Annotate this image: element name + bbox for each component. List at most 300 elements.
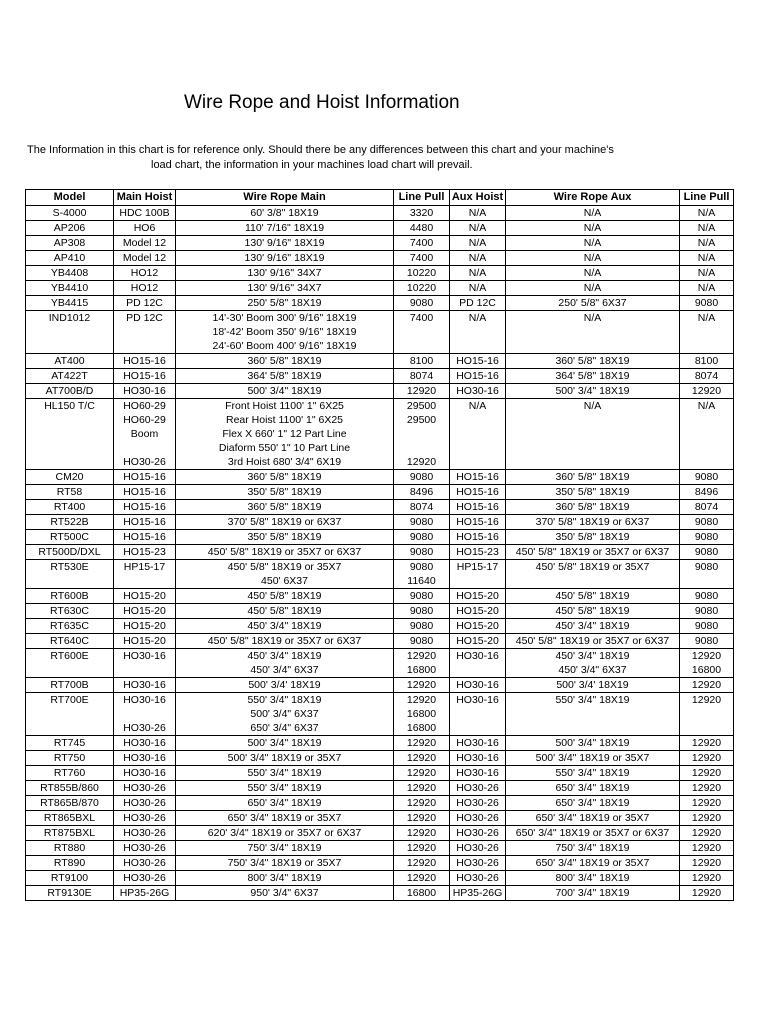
table-row <box>26 311 734 354</box>
cell-line: HO30-26 <box>456 872 499 884</box>
cell-wire-rope-main <box>176 678 394 693</box>
cell-line: 500' 3/4' 18X19 <box>248 679 321 691</box>
cell-line: 18'-42' Boom 350' 9/16" 18X19 <box>212 326 357 338</box>
cell-wire-rope-main <box>176 236 394 251</box>
cell-line: 360' 5/8" 18X19 <box>247 501 322 513</box>
cell-line: AP410 <box>53 252 86 264</box>
cell-wire-rope-main <box>176 560 394 589</box>
cell-line: N/A <box>697 252 716 264</box>
cell-line: N/A <box>697 312 716 324</box>
cell-wire-rope-aux <box>506 311 680 354</box>
cell-wire-rope-aux <box>506 796 680 811</box>
cell-line-pull-aux <box>680 266 734 281</box>
cell-model <box>26 545 114 560</box>
header-wire-rope-aux: Wire Rope Aux <box>506 190 680 206</box>
cell-line: 500' 3/4" 18X19 <box>555 737 630 749</box>
cell-line: HO15-16 <box>123 471 166 483</box>
cell-wire-rope-aux <box>506 281 680 296</box>
cell-line: 7400 <box>409 252 434 264</box>
cell-wire-rope-main <box>176 886 394 901</box>
cell-aux-hoist <box>450 354 506 369</box>
cell-main-hoist <box>114 841 176 856</box>
cell-line: N/A <box>697 400 716 412</box>
cell-wire-rope-main <box>176 589 394 604</box>
cell-wire-rope-main <box>176 649 394 678</box>
cell-line: 12920 <box>691 767 722 779</box>
cell-line: 8074 <box>694 501 719 513</box>
cell-line: RT745 <box>53 737 86 749</box>
cell-model <box>26 619 114 634</box>
cell-line: 450' 3/4" 18X19 <box>247 650 322 662</box>
cell-wire-rope-aux <box>506 871 680 886</box>
cell-line: 450' 5/8" 18X19 <box>555 590 630 602</box>
cell-line-pull-aux <box>680 751 734 766</box>
cell-line: 360' 5/8" 18X19 <box>555 471 630 483</box>
cell-wire-rope-main <box>176 693 394 736</box>
cell-line-pull-aux <box>680 826 734 841</box>
cell-line: 3320 <box>409 207 434 219</box>
cell-aux-hoist <box>450 826 506 841</box>
cell-line-pull-main <box>394 649 450 678</box>
cell-wire-rope-aux <box>506 470 680 485</box>
cell-line: RT500C <box>50 531 89 543</box>
table-row <box>26 399 734 470</box>
cell-line-pull-aux <box>680 485 734 500</box>
cell-aux-hoist <box>450 251 506 266</box>
cell-wire-rope-main <box>176 751 394 766</box>
cell-aux-hoist <box>450 485 506 500</box>
cell-line-pull-aux <box>680 296 734 311</box>
cell-line-pull-aux <box>680 251 734 266</box>
cell-wire-rope-aux <box>506 856 680 871</box>
cell-line: HO30-26 <box>123 722 166 734</box>
cell-aux-hoist <box>450 206 506 221</box>
cell-line: 700' 3/4" 18X19 <box>555 887 630 899</box>
cell-model <box>26 886 114 901</box>
cell-line: 9080 <box>694 546 719 558</box>
cell-line: 250' 5/8" 6X37 <box>558 297 627 309</box>
cell-line-pull-main <box>394 515 450 530</box>
table-row <box>26 384 734 399</box>
cell-line: 12920 <box>406 737 437 749</box>
cell-line: HO30-16 <box>123 385 166 397</box>
cell-line: 12920 <box>406 752 437 764</box>
cell-line-pull-main <box>394 841 450 856</box>
cell-line: 650' 3/4" 18X19 <box>555 797 630 809</box>
cell-aux-hoist <box>450 221 506 236</box>
cell-line-pull-aux <box>680 693 734 736</box>
cell-line: S-4000 <box>52 207 87 219</box>
cell-line: 7400 <box>409 312 434 324</box>
page-title: Wire Rope and Hoist Information <box>184 92 460 113</box>
cell-main-hoist <box>114 485 176 500</box>
table-row <box>26 841 734 856</box>
cell-main-hoist <box>114 530 176 545</box>
cell-wire-rope-main <box>176 311 394 354</box>
cell-line: HO30-16 <box>456 752 499 764</box>
cell-line: HO30-26 <box>123 456 166 468</box>
cell-line-pull-aux <box>680 604 734 619</box>
cell-wire-rope-aux <box>506 500 680 515</box>
cell-line: HO30-26 <box>123 872 166 884</box>
cell-line: N/A <box>583 252 602 264</box>
cell-line: 9080 <box>694 590 719 602</box>
cell-line: 370' 5/8" 18X19 or 6X37 <box>535 516 650 528</box>
cell-wire-rope-aux <box>506 530 680 545</box>
cell-line: HO15-16 <box>456 355 499 367</box>
cell-line-pull-aux <box>680 221 734 236</box>
cell-aux-hoist <box>450 311 506 354</box>
cell-line-pull-main <box>394 369 450 384</box>
cell-wire-rope-main <box>176 766 394 781</box>
cell-line: HO30-26 <box>123 857 166 869</box>
cell-line-pull-main <box>394 221 450 236</box>
table-row <box>26 545 734 560</box>
cell-line: 12920 <box>691 385 722 397</box>
cell-line: HP15-17 <box>123 561 166 573</box>
cell-wire-rope-aux <box>506 589 680 604</box>
cell-line: 750' 3/4" 18X19 <box>555 842 630 854</box>
cell-aux-hoist <box>450 530 506 545</box>
cell-line: HO30-26 <box>123 797 166 809</box>
cell-line: HO30-26 <box>456 827 499 839</box>
cell-line: 350' 5/8" 18X19 <box>247 531 322 543</box>
cell-aux-hoist <box>450 766 506 781</box>
cell-line: RT880 <box>53 842 86 854</box>
cell-line: 370' 5/8" 18X19 or 6X37 <box>227 516 342 528</box>
cell-wire-rope-main <box>176 796 394 811</box>
cell-wire-rope-aux <box>506 296 680 311</box>
cell-line: 11640 <box>407 575 436 587</box>
cell-line-pull-main <box>394 634 450 649</box>
cell-wire-rope-aux <box>506 751 680 766</box>
cell-line: AT700B/D <box>45 385 94 397</box>
table-row <box>26 560 734 589</box>
cell-line: RT890 <box>53 857 86 869</box>
cell-line: 550' 3/4" 18X19 <box>555 767 630 779</box>
cell-line-pull-aux <box>680 515 734 530</box>
cell-aux-hoist <box>450 796 506 811</box>
cell-line: RT865BXL <box>43 812 96 824</box>
cell-model <box>26 369 114 384</box>
cell-line-pull-main <box>394 206 450 221</box>
cell-line-pull-main <box>394 296 450 311</box>
cell-wire-rope-main <box>176 545 394 560</box>
cell-line: 12920 <box>691 827 722 839</box>
cell-line: 620' 3/4" 18X19 or 35X7 or 6X37 <box>207 827 362 839</box>
cell-line: 9080 <box>409 516 434 528</box>
table-header-row <box>26 190 734 206</box>
cell-line: 450' 3/4" 18X19 <box>247 620 322 632</box>
cell-wire-rope-aux <box>506 354 680 369</box>
cell-line: 500' 3/4' 18X19 <box>556 679 629 691</box>
table-row <box>26 751 734 766</box>
cell-line: 360' 5/8" 18X19 <box>247 471 322 483</box>
cell-aux-hoist <box>450 886 506 901</box>
cell-line: Model 12 <box>122 237 167 249</box>
table-row <box>26 886 734 901</box>
cell-line-pull-aux <box>680 281 734 296</box>
cell-model <box>26 221 114 236</box>
cell-wire-rope-aux <box>506 678 680 693</box>
cell-line: 60' 3/8" 18X19 <box>250 207 319 219</box>
cell-line: RT700B <box>50 679 89 691</box>
cell-wire-rope-main <box>176 354 394 369</box>
cell-line: HL150 T/C <box>44 400 95 412</box>
cell-line-pull-aux <box>680 369 734 384</box>
cell-line: HO30-26 <box>456 857 499 869</box>
cell-aux-hoist <box>450 811 506 826</box>
cell-wire-rope-main <box>176 500 394 515</box>
cell-main-hoist <box>114 206 176 221</box>
cell-line: 12920 <box>406 842 437 854</box>
table-row <box>26 251 734 266</box>
cell-main-hoist <box>114 604 176 619</box>
cell-line: 12920 <box>406 650 437 662</box>
cell-line: RT522B <box>50 516 89 528</box>
cell-line: AT422T <box>51 370 88 382</box>
cell-line-pull-aux <box>680 589 734 604</box>
cell-model <box>26 871 114 886</box>
cell-line-pull-aux <box>680 811 734 826</box>
cell-line: HO15-16 <box>456 370 499 382</box>
cell-wire-rope-main <box>176 841 394 856</box>
cell-line: 12920 <box>406 812 437 824</box>
cell-wire-rope-main <box>176 619 394 634</box>
cell-line: 650' 3/4" 18X19 or 35X7 <box>535 812 650 824</box>
cell-line: HO15-20 <box>456 590 499 602</box>
cell-line-pull-main <box>394 619 450 634</box>
cell-model <box>26 236 114 251</box>
cell-aux-hoist <box>450 856 506 871</box>
cell-main-hoist <box>114 751 176 766</box>
cell-main-hoist <box>114 589 176 604</box>
cell-line-pull-main <box>394 354 450 369</box>
cell-aux-hoist <box>450 296 506 311</box>
cell-line: HO30-26 <box>456 842 499 854</box>
cell-wire-rope-aux <box>506 841 680 856</box>
cell-line: HO15-20 <box>123 590 166 602</box>
cell-line: HO15-16 <box>456 501 499 513</box>
cell-line: 500' 3/4" 18X19 or 35X7 <box>227 752 342 764</box>
cell-line: YB4410 <box>50 282 89 294</box>
cell-line: 550' 3/4" 18X19 <box>247 767 322 779</box>
cell-line: 130' 9/16" 34X7 <box>247 282 322 294</box>
cell-line: 364' 5/8" 18X19 <box>555 370 630 382</box>
cell-wire-rope-main <box>176 266 394 281</box>
cell-model <box>26 678 114 693</box>
cell-wire-rope-aux <box>506 545 680 560</box>
cell-wire-rope-aux <box>506 485 680 500</box>
cell-line: RT9100 <box>50 872 89 884</box>
cell-line-pull-aux <box>680 530 734 545</box>
cell-wire-rope-aux <box>506 369 680 384</box>
cell-line: 9080 <box>694 516 719 528</box>
cell-line-pull-main <box>394 678 450 693</box>
cell-line: 650' 3/4" 18X19 or 35X7 <box>535 857 650 869</box>
cell-wire-rope-main <box>176 251 394 266</box>
cell-line: AP308 <box>53 237 86 249</box>
cell-line: Boom <box>130 428 159 440</box>
cell-line-pull-main <box>394 399 450 470</box>
cell-model <box>26 530 114 545</box>
cell-wire-rope-aux <box>506 236 680 251</box>
table-row <box>26 693 734 736</box>
cell-line-pull-main <box>394 236 450 251</box>
cell-model <box>26 485 114 500</box>
cell-line: 12920 <box>691 650 722 662</box>
table-row <box>26 530 734 545</box>
cell-aux-hoist <box>450 236 506 251</box>
cell-line: 12920 <box>406 767 437 779</box>
table-row <box>26 826 734 841</box>
cell-line: HO30-26 <box>123 827 166 839</box>
cell-line: N/A <box>468 312 487 324</box>
cell-line: HO15-23 <box>456 546 499 558</box>
cell-line: HO30-16 <box>123 679 166 691</box>
cell-line: 800' 3/4" 18X19 <box>247 872 322 884</box>
cell-main-hoist <box>114 886 176 901</box>
cell-line: 16800 <box>406 887 437 899</box>
cell-line: N/A <box>697 237 716 249</box>
cell-line: 12920 <box>406 679 437 691</box>
cell-line: 12920 <box>691 842 722 854</box>
cell-line: HO15-16 <box>456 531 499 543</box>
cell-line: 12920 <box>691 679 722 691</box>
cell-line: 9080 <box>694 297 719 309</box>
cell-line: HP35-26G <box>452 887 503 899</box>
cell-line: 650' 3/4" 18X19 <box>555 782 630 794</box>
cell-line: 364' 5/8" 18X19 <box>247 370 322 382</box>
cell-line-pull-aux <box>680 736 734 751</box>
cell-line: HO30-16 <box>456 385 499 397</box>
cell-main-hoist <box>114 311 176 354</box>
cell-model <box>26 781 114 796</box>
cell-model <box>26 206 114 221</box>
table-row <box>26 766 734 781</box>
cell-line-pull-aux <box>680 856 734 871</box>
cell-line: N/A <box>697 207 716 219</box>
cell-aux-hoist <box>450 589 506 604</box>
table-row <box>26 221 734 236</box>
cell-line-pull-aux <box>680 545 734 560</box>
cell-line: PD 12C <box>126 297 163 309</box>
cell-line: 650' 3/4" 18X19 or 35X7 or 6X37 <box>515 827 670 839</box>
cell-line: HO15-16 <box>123 531 166 543</box>
cell-line: 8074 <box>409 501 434 513</box>
cell-line <box>394 427 449 441</box>
cell-main-hoist <box>114 649 176 678</box>
cell-line: HO60-29 <box>123 414 166 426</box>
cell-line: 450' 3/4" 18X19 <box>555 620 630 632</box>
cell-line: 450' 3/4" 18X19 <box>555 650 630 662</box>
cell-line: HO15-16 <box>456 516 499 528</box>
cell-line: HO12 <box>130 282 159 294</box>
cell-line: 12920 <box>406 694 437 706</box>
cell-line: 500' 3/4" 6X37 <box>250 708 319 720</box>
cell-model <box>26 811 114 826</box>
cell-main-hoist <box>114 369 176 384</box>
cell-line: HO15-20 <box>123 605 166 617</box>
cell-line-pull-main <box>394 470 450 485</box>
cell-line: 16800 <box>691 664 722 676</box>
cell-line: HO30-16 <box>123 767 166 779</box>
cell-line: 9080 <box>694 531 719 543</box>
cell-line-pull-aux <box>680 841 734 856</box>
cell-main-hoist <box>114 619 176 634</box>
cell-wire-rope-aux <box>506 206 680 221</box>
cell-line: Diaform 550' 1" 10 Part Line <box>218 442 351 454</box>
cell-line: 550' 3/4" 18X19 <box>555 694 630 706</box>
cell-line: RT855B/860 <box>40 782 99 794</box>
cell-aux-hoist <box>450 649 506 678</box>
cell-wire-rope-aux <box>506 736 680 751</box>
cell-main-hoist <box>114 281 176 296</box>
cell-line: RT635C <box>50 620 89 632</box>
cell-aux-hoist <box>450 751 506 766</box>
cell-wire-rope-main <box>176 856 394 871</box>
cell-line: N/A <box>468 267 487 279</box>
cell-line: 8496 <box>694 486 719 498</box>
cell-aux-hoist <box>450 736 506 751</box>
cell-line: 10220 <box>406 267 437 279</box>
cell-model <box>26 751 114 766</box>
header-model: Model <box>26 190 114 206</box>
cell-line: N/A <box>468 222 487 234</box>
header-line-pull-aux: Line Pull <box>680 190 734 206</box>
cell-line: 9080 <box>409 605 434 617</box>
cell-line: 3rd Hoist 680' 3/4" 6X19 <box>227 456 342 468</box>
cell-aux-hoist <box>450 560 506 589</box>
cell-wire-rope-aux <box>506 693 680 736</box>
cell-line-pull-main <box>394 384 450 399</box>
cell-line: 12920 <box>691 797 722 809</box>
cell-line-pull-main <box>394 736 450 751</box>
cell-main-hoist <box>114 470 176 485</box>
cell-wire-rope-aux <box>506 826 680 841</box>
cell-line: HO15-16 <box>123 486 166 498</box>
cell-line-pull-main <box>394 281 450 296</box>
table-row <box>26 649 734 678</box>
cell-line: HO30-16 <box>123 650 166 662</box>
cell-line: IND1012 <box>48 312 91 324</box>
cell-aux-hoist <box>450 693 506 736</box>
cell-model <box>26 634 114 649</box>
cell-wire-rope-aux <box>506 266 680 281</box>
cell-line-pull-main <box>394 500 450 515</box>
cell-line-pull-aux <box>680 399 734 470</box>
cell-wire-rope-main <box>176 470 394 485</box>
cell-line: 8100 <box>694 355 719 367</box>
cell-line: HO30-26 <box>456 782 499 794</box>
cell-line: 250' 5/8" 18X19 <box>247 297 322 309</box>
table-row <box>26 781 734 796</box>
cell-line: N/A <box>468 400 487 412</box>
cell-line: N/A <box>697 222 716 234</box>
intro-line-2: load chart, the information in your machines load chart will prevail. <box>151 159 473 171</box>
cell-line: HO15-16 <box>123 501 166 513</box>
cell-wire-rope-main <box>176 384 394 399</box>
cell-model <box>26 841 114 856</box>
cell-line: RT9130E <box>47 887 92 899</box>
cell-line-pull-main <box>394 266 450 281</box>
cell-wire-rope-main <box>176 281 394 296</box>
cell-line: N/A <box>468 207 487 219</box>
cell-aux-hoist <box>450 871 506 886</box>
cell-line: RT760 <box>53 767 86 779</box>
cell-line: 800' 3/4" 18X19 <box>555 872 630 884</box>
cell-line-pull-aux <box>680 500 734 515</box>
